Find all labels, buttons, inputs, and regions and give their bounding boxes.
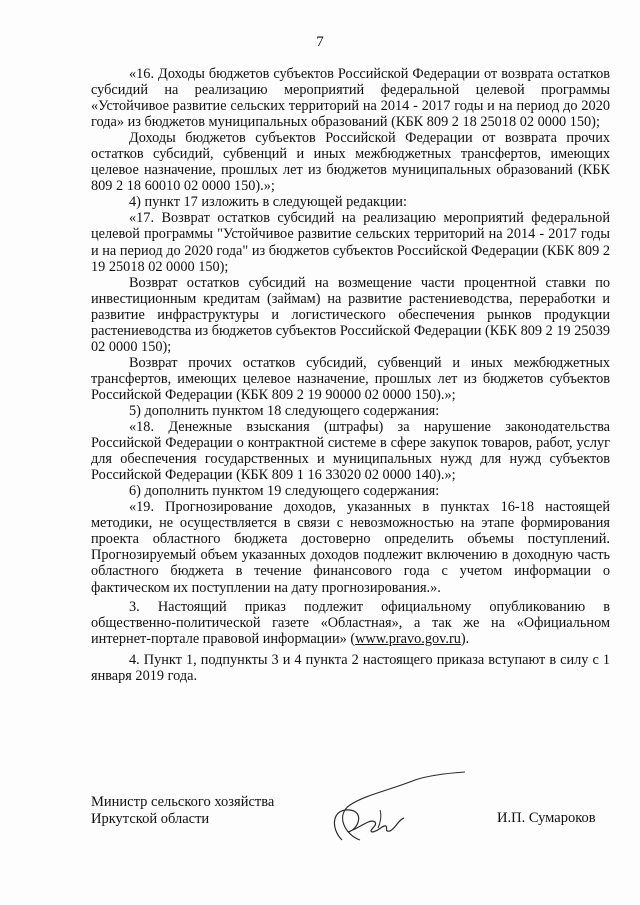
- signatory-position: [91, 794, 274, 828]
- paragraph-item-4: 4) пункт 17 изложить в следующей редакции:: [129, 194, 407, 211]
- paragraph-item-5: 5) дополнить пунктом 18 следующего содержания:: [129, 402, 440, 419]
- paragraph-17: «17. Возврат остатков субсидий на реализацию мероприятий федеральной целевой программы "Устойчивое развитие сельских территорий на 2014 - 2017 годы и на период до 2020 года" из бюджетов субъектов Российской Федерации (КБК 809 2 19 25018 02 0000 150);: [91, 210, 610, 275]
- paragraph-19: «19. Прогнозирование доходов, указанных в пунктах 16-18 настоящей методики, не осуществляется в связи с невозможностью на этапе формирования проекта областного бюджета достоверно определить объемы поступлений. Прогнозируемый объем указанных доходов подлежит включению в доходную часть областного бюджета в течение финансового года с учетом информации о фактическом их поступлении на дату прогнозирования.».: [91, 499, 610, 596]
- paragraph-17-interest-subsidies: Возврат остатков субсидий на возмещение части процентной ставки по инвестиционным кредитам (займам) на развитие растениеводства, переработки и развитие инфраструктуры и логистического обеспечения рынков продукции растениеводства из бюджетов субъектов Российской Федерации (КБК 809 2 19 25039 02 0000 150);: [91, 274, 610, 355]
- signatory-position-line-2: Иркутской области: [91, 811, 210, 827]
- publication-text: 3. Настоящий приказ подлежит официальному опубликованию в общественно-политической газете «Областная», а так же на «Официальном интернет-портале правовой информации» (: [91, 598, 610, 647]
- paragraph-effective-date: 4. Пункт 1, подпункты 3 и 4 пункта 2 настоящего приказа вступают в силу с 1 января 2019 года.: [91, 651, 610, 684]
- handwritten-signature: [320, 770, 470, 850]
- paragraph-18: «18. Денежные взыскания (штрафы) за нарушение законодательства Российской Федерации о контрактной системе в сфере закупок товаров, работ, услуг для обеспечения государственных и муниципальных нужд для нужд субъектов Российской Федерации (КБК 809 1 16 33020 02 0000 140).»;: [91, 419, 610, 484]
- paragraph-17-other-returns: Возврат прочих остатков субсидий, субвенций и иных межбюджетных трансфертов, имеющих целевое назначение, прошлых лет из бюджетов субъектов Российской Федерации (КБК 809 2 19 90000 02 0000 150).»;: [91, 354, 610, 403]
- signatory-position-line-1: Министр сельского хозяйства: [91, 794, 275, 810]
- paragraph-item-6: 6) дополнить пунктом 19 следующего содержания:: [129, 483, 440, 500]
- pravo-gov-link[interactable]: www.pravo.gov.ru: [355, 630, 461, 647]
- page-number: 7: [316, 34, 324, 50]
- document-body: [91, 66, 610, 684]
- paragraph-16-other-returns: Доходы бюджетов субъектов Российской Федерации от возврата прочих остатков субсидий, субвенций и иных межбюджетных трансфертов, имеющих целевое назначение, прошлых лет из бюджетов муниципальных образований (КБК 809 2 18 60010 02 0000 150).»;: [91, 130, 610, 195]
- signatory-name: И.П. Сумароков: [497, 810, 596, 826]
- paragraph-16: «16. Доходы бюджетов субъектов Российской Федерации от возврата остатков субсидий на реализацию мероприятий федеральной целевой программы «Устойчивое развитие сельских территорий на 2014 - 2017 годы и на период до 2020 года» из бюджетов муниципальных образований (КБК 809 2 18 25018 02 0000 150);: [91, 66, 610, 131]
- paragraph-publication: [91, 599, 610, 647]
- publication-tail: ).: [460, 630, 470, 647]
